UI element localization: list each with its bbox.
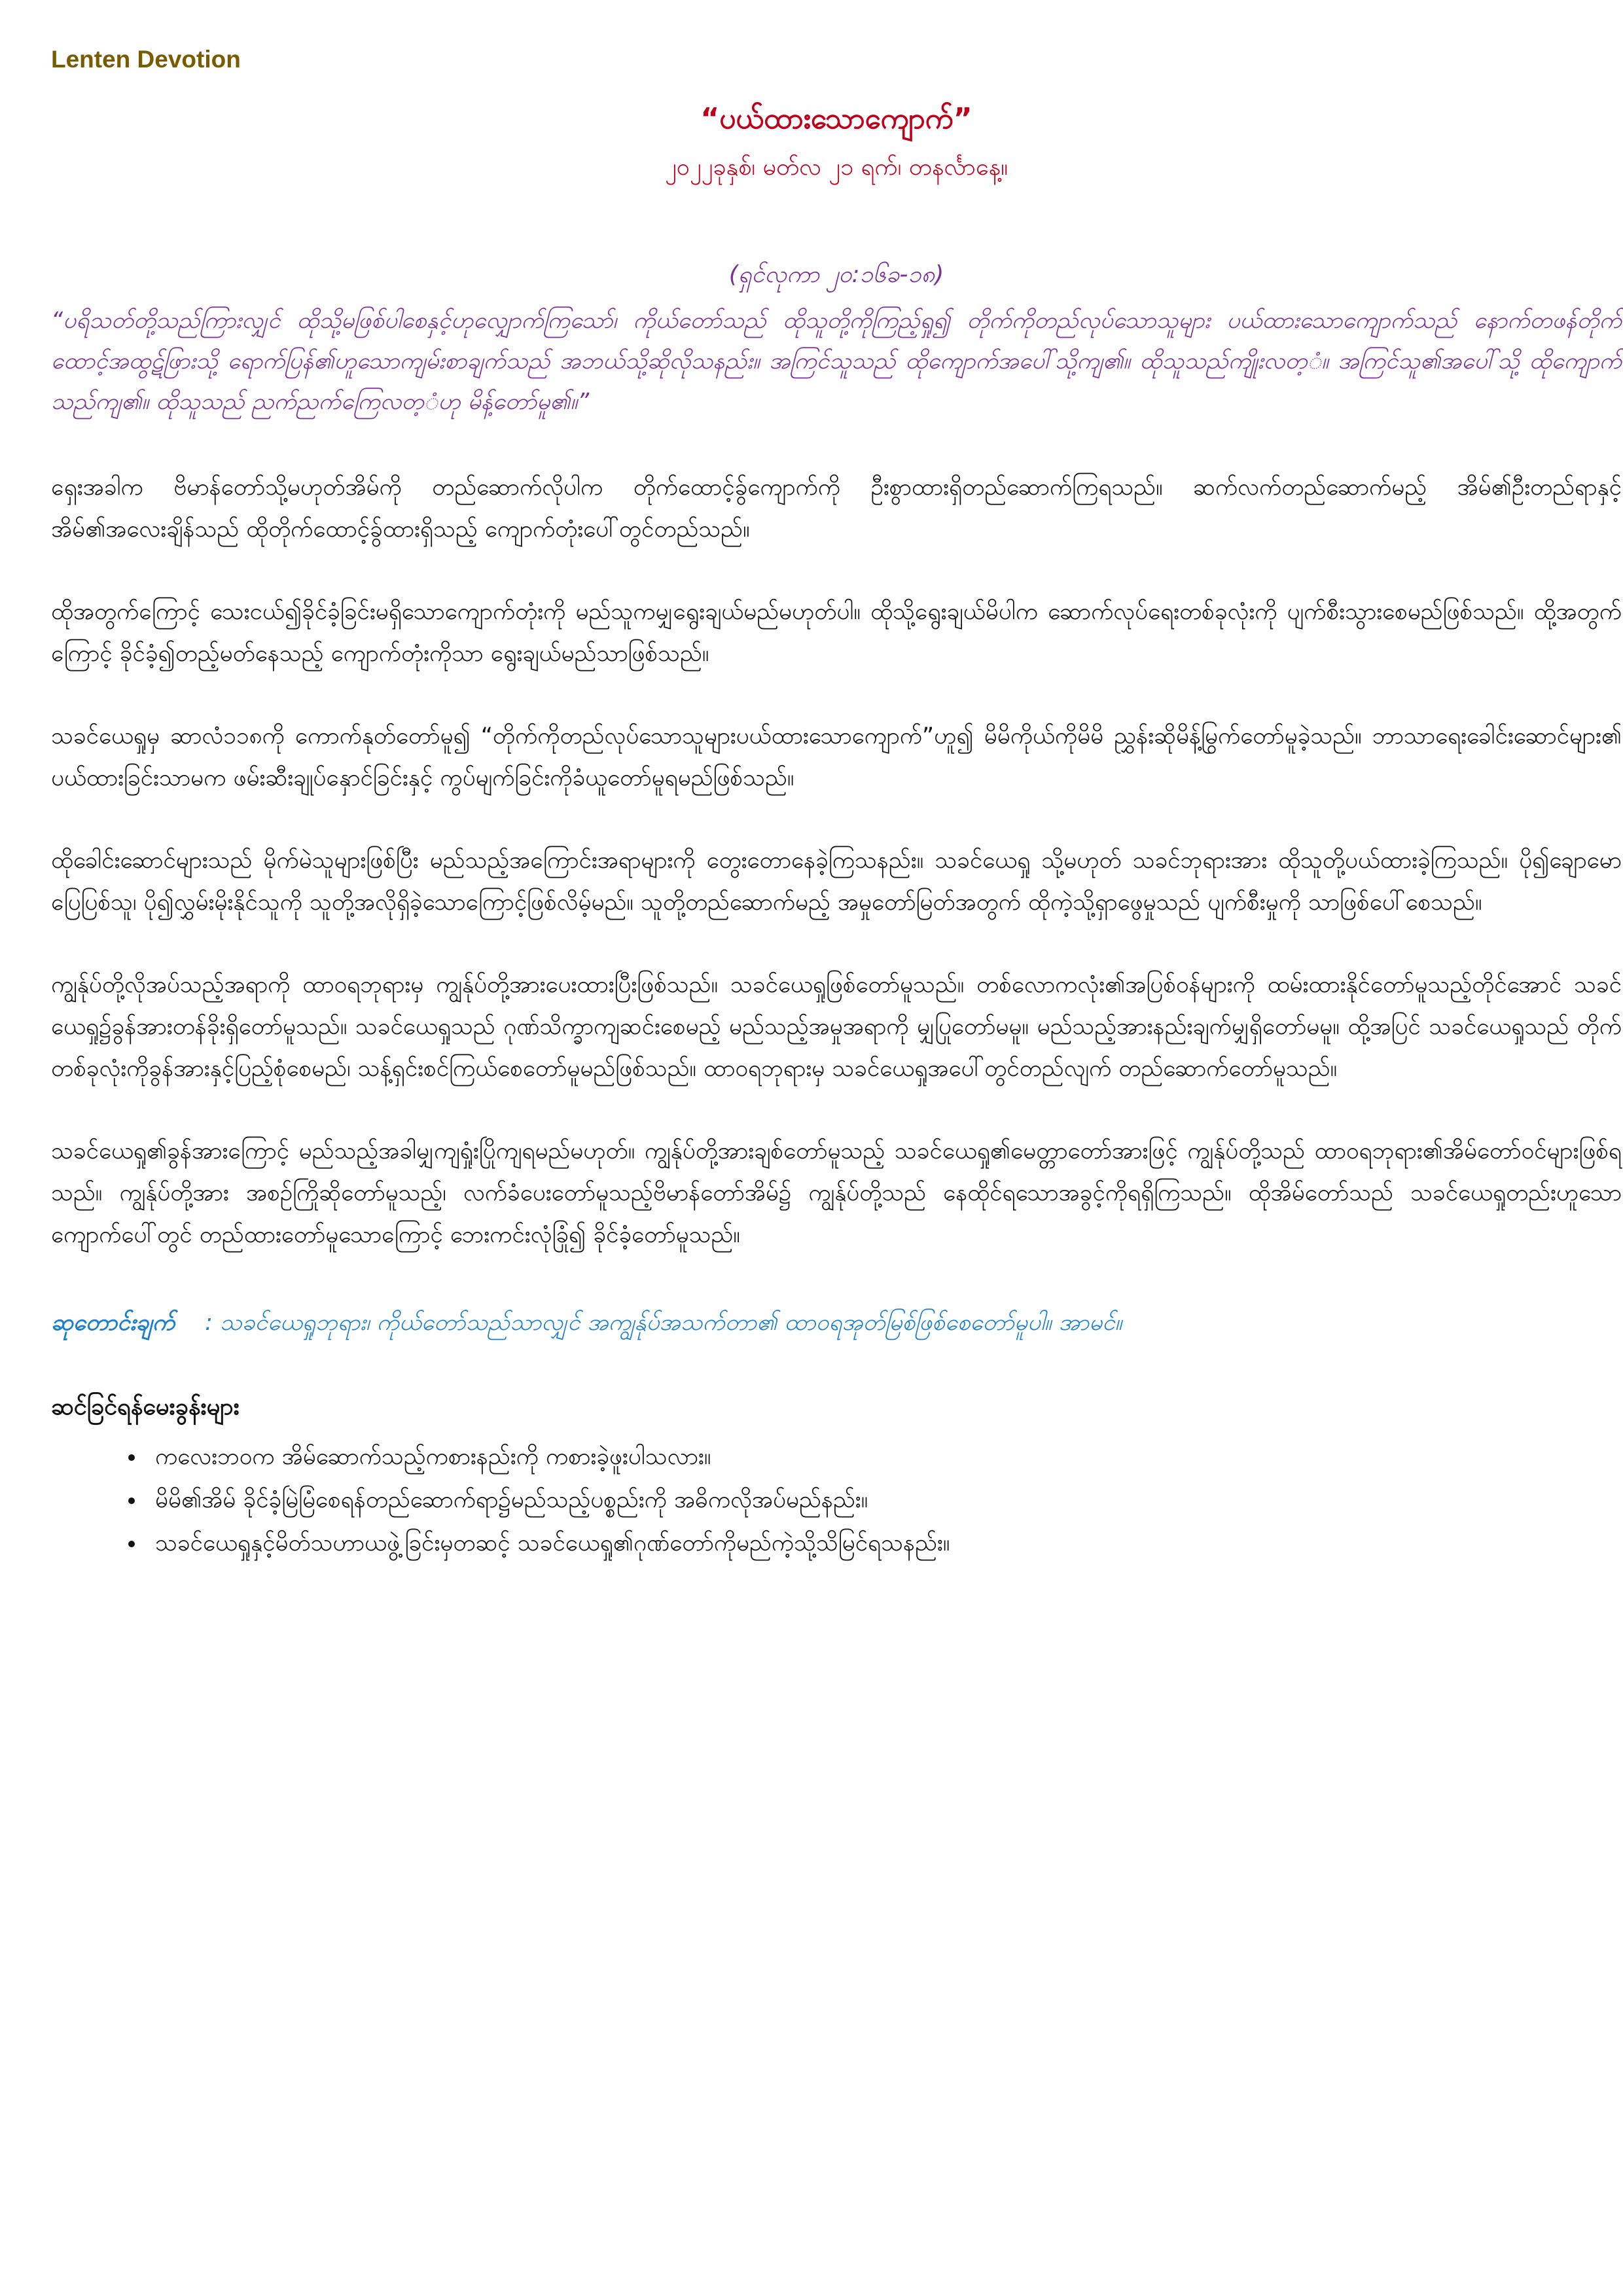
devotion-title: “ပယ်ထားသောကျောက်” (700, 102, 972, 135)
devotion-date: ၂၀၂၂ခုနှစ်၊ မတ်လ ၂၁ ရက်၊ တနင်္လာနေ့။ (664, 153, 1008, 181)
scripture-passage: “ပရိသတ်တို့သည်ကြားလျှင် ထိုသို့မဖြစ်ပါစေနှင့်ဟုလျှောက်ကြသော်၊ ကိုယ်တော်သည် ထိုသူတို့ကိုကြည့်ရှု၍ တိုက်ကိုတည်လုပ်သောသူများ ပယ်ထားသောကျောက်သည် နောက်တဖန်တိုက်ထောင့်အထွဋ်ဖြားသို့ ရောက်ပြန်၏ဟူသောကျမ်းစာချက်သည် အဘယ်သို့ဆိုလိုသနည်း။ အကြင်သူသည် ထိုကျောက်အပေါ်သို့ကျ၏။ ထိုသူသည်ကျိုးလတ့ံ။ အကြင်သူ၏အပေါ်သို့ ထိုကျောက်သည်ကျ၏။ ထိုသူသည် ညက်ညက်ကြေလတ့ံဟု မိန့်တော်မူ၏။” (51, 307, 1622, 415)
body-paragraph-3: သခင်ယေရှုမှ ဆာလံ၁၁၈ကို ကောက်နုတ်တော်မူ၍ “တိုက်ကိုတည်လုပ်သောသူများပယ်ထားသောကျောက်”ဟူ၍ မိမိကိုယ်ကိုမိမိ ညွှန်းဆိုမိန့်မြွက်တော်မူခဲ့သည်။ ဘာသာရေးခေါင်းဆောင်များ၏ ပယ်ထားခြင်းသာမက ဖမ်းဆီးချုပ်နှောင်ခြင်းနှင့် ကွပ်မျက်ခြင်းကိုခံယူတော်မူရမည်ဖြစ်သည်။ (51, 723, 1622, 791)
body-paragraph-2: ထိုအတွက်ကြောင့် သေးငယ်၍ခိုင်ခံ့ခြင်းမရှိသောကျောက်တုံးကို မည်သူကမျှရွေးချယ်မည်မဟုတ်ပါ။ ထိုသို့ရွေးချယ်မိပါက ဆောက်လုပ်ရေးတစ်ခုလုံးကို ပျက်စီးသွားစေမည်ဖြစ်သည်။ ထို့အတွက်ကြောင့် ခိုင်ခံ့၍တည့်မတ်နေသည့် ကျောက်တုံးကိုသာ ရွေးချယ်မည်သာဖြစ်သည်။ (51, 598, 1622, 667)
body-paragraph-4: ထိုခေါင်းဆောင်များသည် မိုက်မဲသူများဖြစ်ပြီး မည်သည့်အကြောင်းအရာများကို တွေးတောနေခဲ့ကြသနည်း။ သခင်ယေရှု သို့မဟုတ် သခင်ဘုရားအား ထိုသူတို့ပယ်ထားခဲ့ကြသည်။ ပို၍ချောမောပြေပြစ်သူ၊ ပို၍လွှမ်းမိုးနိုင်သူကို သူတို့အလိုရှိခဲ့သောကြောင့်ဖြစ်လိမ့်မည်။ သူတို့တည်ဆောက်မည့် အမှုတော်မြတ်အတွက် ထိုကဲ့သို့ရှာဖွေမှုသည် ပျက်စီးမှုကို သာဖြစ်ပေါ်စေသည်။ (51, 847, 1622, 916)
question-item: • သခင်ယေရှုနှင့်မိတ်သဟာယဖွဲ့ခြင်းမှတဆင့် သခင်ယေရှု၏ဂုဏ်တော်ကိုမည်ကဲ့သို့သိမြင်ရသနည်း။ (146, 1522, 1622, 1565)
series-label: Lenten Devotion (51, 46, 241, 73)
body-paragraph-5: ကျွန်ုပ်တို့လိုအပ်သည့်အရာကို ထာဝရဘုရားမှ ကျွန်ုပ်တို့အားပေးထားပြီးဖြစ်သည်။ သခင်ယေရှုဖြစ်တော်မူသည်။ တစ်လောကလုံး၏အပြစ်ဝန်များကို ထမ်းထားနိုင်တော်မူသည့်တိုင်အောင် သခင်ယေရှု၌ခွန်အားတန်ခိုးရှိတော်မူသည်။ သခင်ယေရှုသည် ဂုဏ်သိက္ခာကျဆင်းစေမည့် မည်သည့်အမှုအရာကို မျှပြုတော်မမူ။ မည်သည့်အားနည်းချက်မျှရှိတော်မမူ။ ထို့အပြင် သခင်ယေရှုသည် တိုက်တစ်ခုလုံးကိုခွန်အားနှင့်ပြည့်စုံစေမည်၊ သန့်ရှင်းစင်ကြယ်စေတော်မူမည်ဖြစ်သည်။ ထာဝရဘုရားမှ သခင်ယေရှုအပေါ်တွင်တည်လျက် တည်ဆောက်တော်မူသည်။ (51, 971, 1622, 1082)
prayer-label: ဆုတောင်းချက် (51, 1309, 175, 1336)
question-item: • ကလေးဘဝက အိမ်ဆောက်သည့်ကစားနည်းကို ကစားခဲ့ဖူးပါသလား။ (146, 1435, 1622, 1479)
prayer-text: : သခင်ယေရှုဘုရား၊ ကိုယ်တော်သည်သာလျှင် အကျွန်ုပ်အသက်တာ၏ ထာဝရအုတ်မြစ်ဖြစ်စေတော်မူပါ။ အာမင်။ (205, 1309, 1122, 1336)
questions-heading: ဆင်ခြင်ရန်မေးခွန်းများ (51, 1393, 240, 1420)
question-item: • မိမိ၏အိမ် ခိုင်ခံ့မြဲမြံစေရန်တည်ဆောက်ရာ၌မည်သည့်ပစ္စည်းကို အဓိကလိုအပ်မည်နည်း။ (146, 1479, 1622, 1522)
body-paragraph-6: သခင်ယေရှု၏ခွန်အားကြောင့် မည်သည့်အခါမျှကျရှုံးပြိုကျရမည်မဟုတ်။ ကျွန်ုပ်တို့အားချစ်တော်မူသည့် သခင်ယေရှု၏မေတ္တာတော်အားဖြင့် ကျွန်ုပ်တို့သည် ထာဝရဘုရား၏အိမ်တော်ဝင်များဖြစ်ရသည်။ ကျွန်ုပ်တို့အား အစဉ်ကြိုဆိုတော်မူသည့်၊ လက်ခံပေးတော်မူသည့်ဗိမာန်တော်အိမ်၌ ကျွန်ုပ်တို့သည် နေထိုင်ရသောအခွင့်ကိုရရှိကြသည်။ ထိုအိမ်တော်သည် သခင်ယေရှုတည်းဟူသောကျောက်ပေါ်တွင် တည်ထားတော်မူသောကြောင့် ဘေးကင်းလုံခြုံ၍ ခိုင်ခံ့တော်မူသည်။ (51, 1138, 1622, 1248)
scripture-reference: (ရှင်လုကာ ၂၀:၁၆ခ-၁၈) (728, 260, 944, 288)
questions-list (51, 1435, 1622, 1565)
prayer (51, 1302, 1622, 1344)
body-paragraph-1: ရှေးအခါက ဗိမာန်တော်သို့မဟုတ်အိမ်ကို တည်ဆောက်လိုပါက တိုက်ထောင့်ခွ်ကျောက်ကို ဦးစွာထားရှိတည်ဆောက်ကြရသည်။ ဆက်လက်တည်ဆောက်မည့် အိမ်၏ဦးတည်ရာနှင့် အိမ်၏အလေးချိန်သည် ထိုတိုက်ထောင့်ခွ်ထားရှိသည့် ကျောက်တုံးပေါ်တွင်တည်သည်။ (51, 474, 1622, 543)
devotion-page (51, 46, 1622, 2271)
